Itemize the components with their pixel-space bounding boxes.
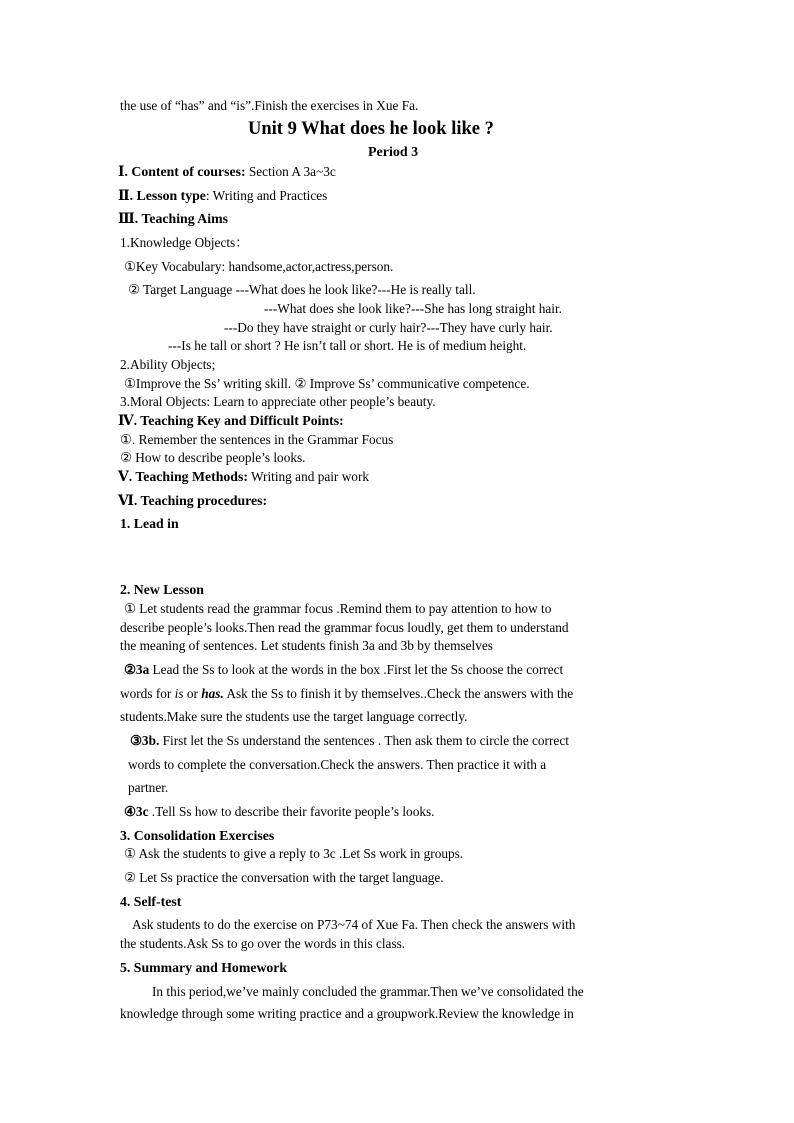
period-label: Period 3 <box>368 145 419 160</box>
step3-line2: words to complete the conversation.Check the answers. Then practice it with a <box>128 757 547 772</box>
consolidation-heading: 3. Consolidation Exercises <box>120 828 275 843</box>
summary-line1: In this period,we’ve mainly concluded the grammar.Then we’ve consolidated the <box>152 984 584 999</box>
section-heading: Ⅴ. Teaching Methods: <box>118 469 248 484</box>
consolidation-item-1: ① Ask the students to give a reply to 3c .Let Ss work in groups. <box>124 846 464 861</box>
step-text: .Tell Ss how to describe their favorite people’s looks. <box>148 804 435 819</box>
section-text: and pair work <box>291 469 370 484</box>
key-point-2: ② How to describe people’s looks. <box>120 450 306 465</box>
step-text: First let the Ss understand the sentences . Then ask them to circle the correct <box>159 733 569 748</box>
aims-vocabulary: ①Key Vocabulary: handsome,actor,actress,person. <box>124 259 394 274</box>
emphasis-has: has. <box>201 686 224 701</box>
summary-heading: 5. Summary and Homework <box>120 960 288 975</box>
step-text: words for <box>120 686 175 701</box>
section-heading: Ⅰ. Content of courses: <box>118 164 246 179</box>
step-label: ②3a <box>124 662 150 677</box>
section-bold-text: Writing <box>247 469 292 484</box>
new-lesson-heading: 2. New Lesson <box>120 582 204 597</box>
aims-knowledge: 1.Knowledge Objects： <box>120 235 249 250</box>
section-text: Section A 3a~3c <box>245 164 336 179</box>
aims-target-language-4: ---Is he tall or short ? He isn’t tall or short. He is of medium height. <box>168 338 527 353</box>
consolidation-item-2: ② Let Ss practice the conversation with the target language. <box>124 870 444 885</box>
step-label: ③3b. <box>130 733 160 748</box>
step3-line3: partner. <box>128 780 169 795</box>
section-teaching-methods <box>118 469 369 485</box>
section-lesson-type <box>118 188 327 204</box>
section-heading: Ⅱ. Lesson type <box>118 188 206 203</box>
summary-line2: knowledge through some writing practice and a groupwork.Review the knowledge in <box>120 1006 574 1021</box>
section-teaching-aims: Ⅲ. Teaching Aims <box>118 211 228 226</box>
step-text: or <box>183 686 202 701</box>
step4-line <box>124 804 434 820</box>
lead-in-heading: 1. Lead in <box>120 516 179 531</box>
section-text: : Writing and Practices <box>205 188 328 203</box>
step3-line1 <box>130 733 569 749</box>
aims-target-language-3: ---Do they have straight or curly hair?---They have curly hair. <box>224 320 553 335</box>
self-test-line2: the students.Ask Ss to go over the words in this class. <box>120 936 406 951</box>
step1-line1: ① Let students read the grammar focus .Remind them to pay attention to how to <box>124 601 552 616</box>
section-key-points: Ⅳ. Teaching Key and Difficult Points: <box>118 413 344 428</box>
emphasis-is: is <box>174 686 184 701</box>
aims-ability-items: ①Improve the Ss’ writing skill. ② Improve Ss’ communicative competence. <box>124 376 530 391</box>
key-point-1: ①. Remember the sentences in the Grammar Focus <box>120 432 394 447</box>
aims-target-language-2: ---What does she look like?---She has long straight hair. <box>264 301 562 316</box>
step-label: ④3c <box>124 804 149 819</box>
step-text: Lead the Ss to look at the words in the box .First let the Ss choose the correct <box>149 662 564 677</box>
step2-line2 <box>120 686 573 702</box>
aims-moral: 3.Moral Objects: Learn to appreciate other people’s beauty. <box>120 394 436 409</box>
section-teaching-procedures: Ⅵ. Teaching procedures: <box>118 493 268 508</box>
aims-target-language-1: ② Target Language ---What does he look like?---He is really tall. <box>128 282 476 297</box>
self-test-line1: Ask students to do the exercise on P73~74 of Xue Fa. Then check the answers with <box>132 917 576 932</box>
step-text: Ask the Ss to finish it by themselves..Check the answers with the <box>223 686 574 701</box>
step1-line2: describe people’s looks.Then read the grammar focus loudly, get them to understand <box>120 620 569 635</box>
step2-line1 <box>124 662 563 678</box>
unit-title: Unit 9 What does he look like ? <box>248 119 494 139</box>
step2-line3: students.Make sure the students use the target language correctly. <box>120 709 468 724</box>
intro-line: the use of “has” and “is”.Finish the exercises in Xue Fa. <box>120 98 419 113</box>
aims-ability: 2.Ability Objects; <box>120 357 216 372</box>
self-test-heading: 4. Self-test <box>120 894 182 909</box>
section-content-of-courses <box>118 164 336 180</box>
step1-line3: the meaning of sentences. Let students finish 3a and 3b by themselves <box>120 638 493 653</box>
